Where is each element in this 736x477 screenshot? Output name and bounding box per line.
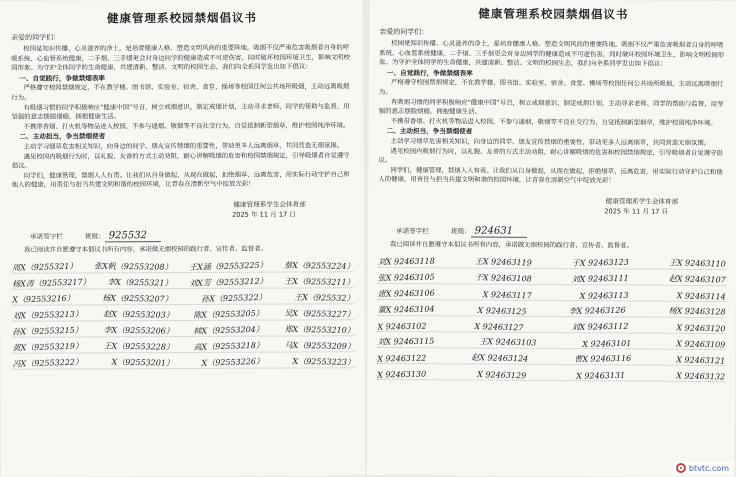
paragraph: 主动学习烟草危害相关知识，向身边的同学、朋友宣传禁烟的重要性，带动更多人远离烟草，共同营造无烟氛围。 <box>23 141 344 151</box>
signature: 蔡X（92553224） <box>283 260 355 271</box>
pledge-label: 承诺签字栏 <box>396 226 430 236</box>
signature: 曹X 92463116 <box>573 353 632 364</box>
class-label: 班级： <box>84 232 105 241</box>
paragraph: 严格遵守校园禁烟规定，不在教学楼、图书馆、实验室、宿舍、食堂、操场等校园任何公共场所吸烟，主动远离吸烟行为。 <box>378 78 724 96</box>
signature: 杨X（92553207） <box>102 293 174 304</box>
signature: 王X（925532） <box>293 292 355 303</box>
signature: X 92463125 <box>477 305 527 316</box>
paragraph: 主动学习烟草危害相关知识，向身边的同学、朋友宣传禁烟的重要性，带动更多人远离烟草，共同营造无烟氛围。 <box>390 136 711 147</box>
pledge-label: 承诺签字栏 <box>29 232 63 241</box>
signature: 赵X 92463107 <box>668 273 726 285</box>
signature-grid <box>12 256 354 369</box>
paragraph: 遇见校园内吸烟行为时，以礼貌、友善的方式主动劝阻，耐心讲解吸烟的危害和校园禁烟规定，引导吸烟者自觉遵守倡议。 <box>11 150 350 170</box>
pledge-header <box>396 225 726 238</box>
signature: 孙X（92553215） <box>12 325 83 337</box>
signature: X（92553223） <box>292 356 355 367</box>
signature: 杨X 92463128 <box>668 305 726 317</box>
signature: X 92463131 <box>576 370 626 381</box>
signature: X（92553226） <box>201 356 265 368</box>
paragraph: 遇见校园内吸烟行为时，以礼貌、友善的方式主动劝阻，耐心讲解吸烟的危害和校园禁烟规定，引导吸烟者自觉遵守倡议。 <box>378 146 723 165</box>
signature: 刘X 92463115 <box>377 336 435 347</box>
signer: 健康管理系学生会体育部 <box>233 200 306 209</box>
signature: X 92463121 <box>676 354 726 366</box>
signature: 王X涵（92553225） <box>188 260 268 272</box>
signature: 王X（92553211） <box>283 276 355 287</box>
commitment-text: 我已阅读并自愿遵守本倡议书所有内容，承诺做无烟校园的践行者、宣传者、监督者。 <box>24 244 267 254</box>
signature: 董X 92463104 <box>377 304 435 315</box>
signature: 唐X 92463106 <box>377 288 435 299</box>
paragraph: 同学们，健康管理，禁烟人人有责。让我们从自身做起，从现在做起，拒绝烟草、远离危害，用实际行动守护自己和他人的健康，用责任与担当共建文明和谐的校园环境，让青春在清新空气中绽放光彩！ <box>11 169 350 190</box>
paragraph: 不携带香烟、打火机等物品进入校园，不参与递烟、敬烟等不良社交行为，自觉抵制新型烟草，维护校园纯净环境。 <box>23 121 350 131</box>
signature: 杨X涛（92553217） <box>12 276 91 289</box>
signature-grid <box>377 251 726 381</box>
signature: 王X 92463119 <box>474 256 532 267</box>
signature: 孙X（9255322） <box>200 292 267 304</box>
pledge-header <box>30 229 354 241</box>
signature: X 92463122 <box>377 353 427 364</box>
signature: 于X 92463108 <box>474 272 532 283</box>
signature: X 92463117 <box>482 289 532 300</box>
document-page-left <box>0 0 365 477</box>
paragraph: 不携带香烟、打火机等物品进入校园，不参与递烟、敬烟等不良社交行为，自觉抵制新型烟草，维护校园纯净环境。 <box>390 116 717 127</box>
signature: 张X帆（92553208） <box>93 261 173 272</box>
signature: 李X（9255321） <box>107 277 173 288</box>
doc-title: 健康管理系校园禁烟倡议书 <box>478 6 629 22</box>
signature-row <box>12 272 354 289</box>
class-field <box>85 230 161 241</box>
signature: X 92463113 <box>579 290 629 301</box>
date: 2025 年 11 月 17 日 <box>232 210 296 219</box>
paragraph: 有吸烟习惯的同学积极响应“健康中国”号召，树立戒烟意识，制定戒烟计划，主动寻求老师、同学的帮助与监督，用坚强的意志摆脱烟瘾，拥抱健康生活。 <box>378 97 724 116</box>
paragraph: 严格遵守校园禁烟规定，不在教学楼、图书馆、实验室、宿舍、食堂、操场等校园任何公共场所吸烟，主动远离吸烟行为。 <box>11 82 350 102</box>
signature: 刘X 92463111 <box>571 273 629 284</box>
signature: X 92463130 <box>377 369 427 380</box>
section-heading-2: 二、主动担当，争当禁烟使者 <box>19 132 106 142</box>
signature: X 92463114 <box>676 290 726 302</box>
signature: X 92463109 <box>676 338 726 350</box>
signature: 周X（9255321） <box>12 261 78 273</box>
signature-row <box>12 304 354 321</box>
signature: 刘X 92463118 <box>377 256 435 267</box>
commitment-text: 我已阅读并自愿遵守本倡议书所有内容，承诺做无烟校园的践行者、宣传者、监督者。 <box>389 239 633 250</box>
signature: 郑X（92553210） <box>283 324 355 335</box>
signature-row <box>13 352 355 369</box>
signature-row <box>12 320 354 337</box>
signature: 冯X（92553222） <box>12 357 84 369</box>
watermark-text: btvtc.com <box>688 463 729 473</box>
signature: 刘X 92463112 <box>571 321 629 332</box>
signature: X 92463132 <box>676 370 726 382</box>
section-heading-2: 二、主动担当，争当禁烟使者 <box>386 127 473 136</box>
doc-title: 健康管理系校园禁烟倡议书 <box>107 10 258 26</box>
intro-paragraph: 校园是知识传播、心灵滋养的净土，是培育健康人格、塑造文明风尚的重要阵地。吸烟不仅严重危害吸烟者自身的呼吸系统、心血管系统健康，二手烟、三手烟更会对身边同学的健康造成不可逆伤害，同时破坏校园环境卫生，影响文明校园形象。为守护全体同学的生命健康，共建清新、整洁、文明的校园生态，我们向全系同学发出如下倡议： <box>11 43 350 72</box>
greeting: 亲爱的同学们： <box>11 33 61 42</box>
signature: 黄X（92553219） <box>12 341 84 353</box>
signature: 王X 92463110 <box>668 257 726 269</box>
signature: 刘X（92553213） <box>12 309 83 321</box>
greeting: 亲爱的同学们： <box>379 27 429 37</box>
signature: 王X 92463103 <box>479 336 537 348</box>
class-value: 925532 <box>105 230 161 242</box>
document-page-right <box>367 0 736 477</box>
signature: X（92553201） <box>110 357 174 368</box>
class-field <box>451 225 527 236</box>
signature: 马X（92553209） <box>283 340 355 351</box>
date: 2025 年 11 月 17 日 <box>604 207 669 216</box>
signature: X 92463127 <box>474 321 524 332</box>
intro-paragraph: 校园是知识传播、心灵滋养的净土，是培育健康人格、塑造文明风尚的重要阵地。吸烟不仅严重危害吸烟者自身的呼吸系统、心血管系统健康，二手烟、三手烟更会对身边同学的健康造成不可逆伤害，同时破坏校园环境卫生，影响文明校园形象。为守护全体同学的生命健康，共建清新、整洁、文明的校园生态，我们向全系同学发出如下倡议： <box>379 39 725 68</box>
signature-row <box>377 363 725 381</box>
signature-row <box>12 256 354 273</box>
signature: X 92463102 <box>377 321 427 332</box>
signature: 李X（92553206） <box>102 325 174 336</box>
signer: 健康管理系学生会体育部 <box>605 197 679 206</box>
signature-row <box>12 288 354 305</box>
section-heading-1: 一、自觉践行，争做禁烟表率 <box>386 68 473 78</box>
class-value: 924631 <box>471 225 527 237</box>
signature: 王X（92553228） <box>102 341 174 352</box>
site-watermark <box>673 462 732 474</box>
site-logo-icon <box>676 463 686 473</box>
paragraph: 有吸烟习惯的同学积极响应“健康中国”号召，树立戒烟意识，制定戒烟计划，主动寻求老师、同学的帮助与监督，用坚强的意志摆脱烟瘾，拥抱健康生活。 <box>11 101 350 121</box>
signature: 李X 92463126 <box>568 305 626 316</box>
signature: X（92553216） <box>12 293 75 305</box>
signature: 韩X（92553204） <box>193 324 264 336</box>
signature: 吴X（92553227） <box>283 308 355 319</box>
signature: 张X 92463105 <box>377 272 435 283</box>
section-heading-1: 一、自觉践行，争做禁烟表率 <box>19 74 106 83</box>
signature: 陈X（92553205） <box>193 308 264 320</box>
class-label: 班级： <box>450 227 471 236</box>
signature: 赵X 92463124 <box>471 352 529 363</box>
signature: 于X 92463123 <box>571 257 629 268</box>
signature: X 92463120 <box>676 322 726 334</box>
signature: 高X（92553218） <box>193 340 265 352</box>
signature: X 92463101 <box>581 338 632 349</box>
signature: X 92463129 <box>476 369 526 380</box>
signature-row <box>12 336 354 353</box>
signature: 赵X（92553203） <box>102 309 174 320</box>
paragraph: 同学们，健康管理，禁烟人人有责。让我们从自身做起，从现在做起，拒绝烟草、远离危害，用实际行动守护自己和他人的健康，用责任与担当共建文明和谐的校园环境，让青春在清新空气中绽放光彩！ <box>378 165 723 185</box>
signature: 刘X芳（92553212） <box>188 276 268 288</box>
